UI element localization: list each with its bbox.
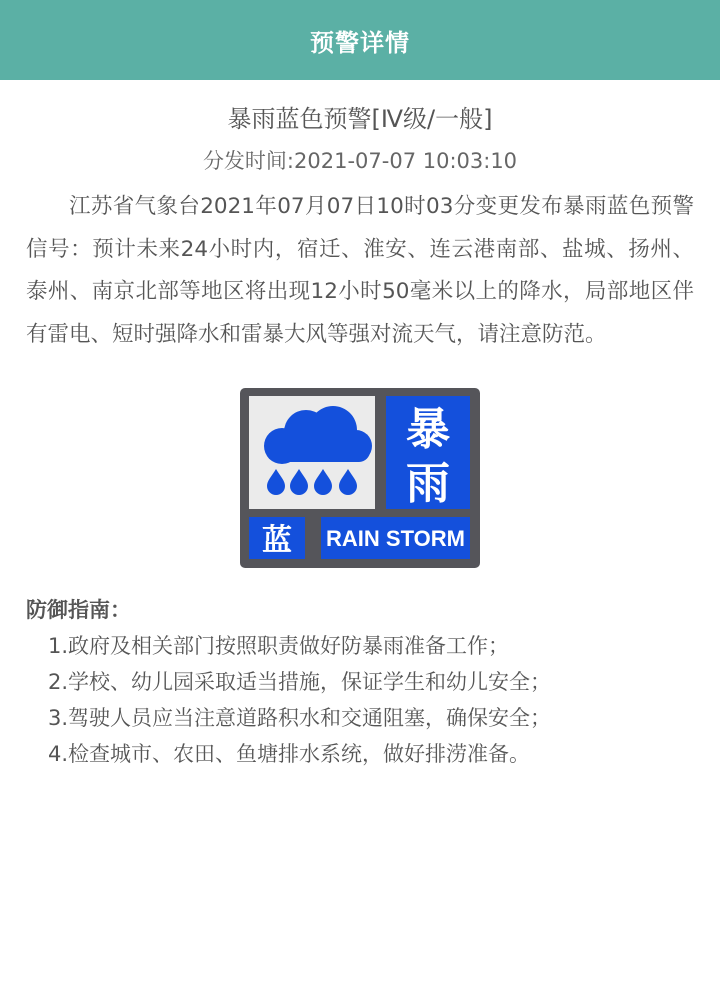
page-header [0,0,720,80]
issue-time: 分发时间:2021-07-07 10:03:10 [202,149,518,173]
guide-list [26,628,694,772]
guide-item: 1.政府及相关部门按照职责做好防暴雨准备工作； [48,634,510,658]
signal-icon-wrapper [0,388,720,568]
signal-level-char: 蓝 [262,523,292,558]
page-title: 预警详情 [310,28,410,57]
warning-title: 暴雨蓝色预警[Ⅳ级/一般] [227,105,493,133]
guide-item: 4.检查城市、农田、鱼塘排水系统，做好排涝准备。 [48,742,531,766]
guide-item: 2.学校、幼儿园采取适当措施，保证学生和幼儿安全； [48,670,552,694]
signal-english: RAIN STORM [326,526,465,551]
signal-char-1: 暴 [406,404,450,455]
warning-content: 江苏省气象台2021年07月07日10时03分变更发布暴雨蓝色预警信号：预计未来24小时内，宿迁、淮安、连云港南部、盐城、扬州、泰州、南京北部等地区将出现12小时50毫米以上的降水，局部地区伴有雷电、短时强降水和雷暴大风等强对流天气，请注意防范。 [26,194,694,347]
signal-char-2: 雨 [406,458,450,509]
rainstorm-blue-signal-icon [240,388,480,568]
defense-guide [26,592,694,772]
guide-title: 防御指南： [26,598,131,622]
guide-item: 3.驾驶人员应当注意道路积水和交通阻塞，确保安全； [48,706,552,730]
